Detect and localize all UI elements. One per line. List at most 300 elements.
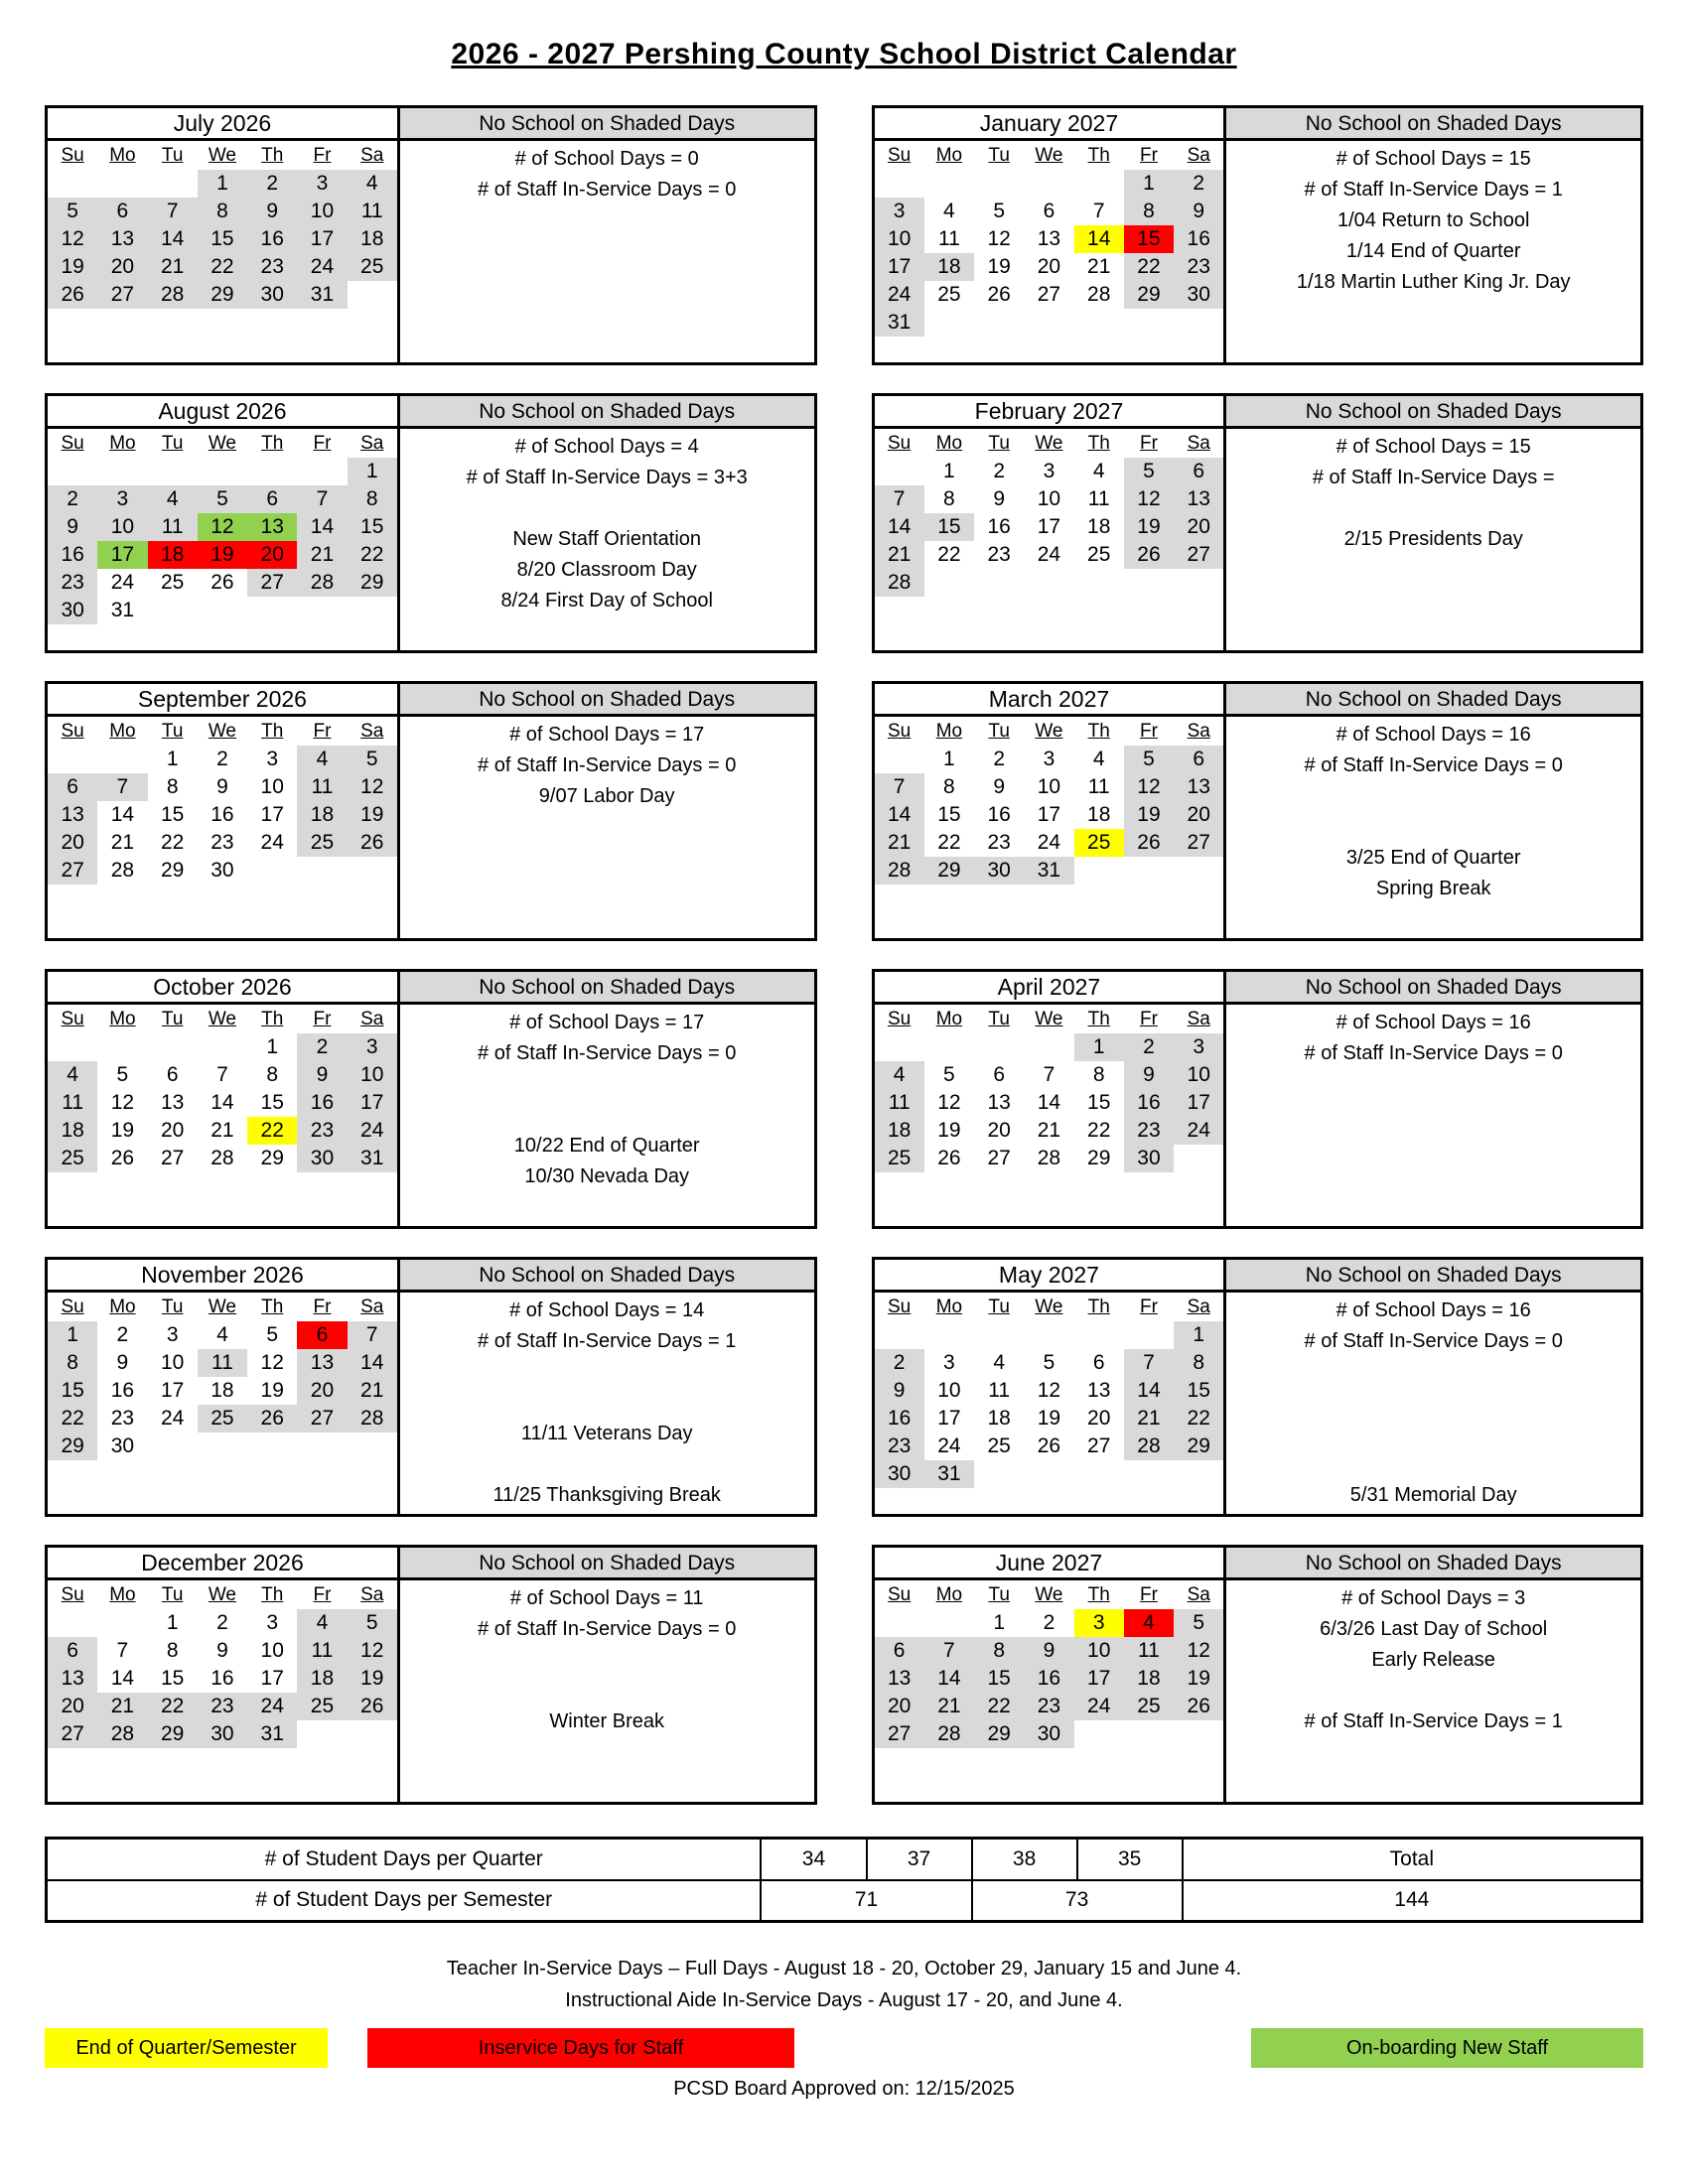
day-cell: 23 <box>1024 1693 1073 1720</box>
day-cell: 17 <box>937 1407 961 1430</box>
day-cell <box>875 1609 924 1637</box>
no-school-header: No School on Shaded Days <box>400 108 814 141</box>
info-note <box>400 1449 814 1480</box>
info-note: Winter Break <box>549 1710 664 1732</box>
day-cell: 27 <box>48 1720 97 1748</box>
day-cell: 12 <box>1124 773 1174 801</box>
info-note: 5/31 Memorial Day <box>1349 1484 1517 1506</box>
day-cell: 24 <box>247 1693 297 1720</box>
day-cell: 26 <box>110 1147 135 1169</box>
info-note: Spring Break <box>1375 878 1491 899</box>
day-cell: 15 <box>198 225 247 253</box>
month-block-november-2026 <box>45 1257 817 1517</box>
day-cell <box>297 857 347 885</box>
month-calendar-april-2027 <box>875 972 1227 1226</box>
day-cell: 7 <box>97 773 147 801</box>
day-cell: 27 <box>160 1147 185 1169</box>
info-box <box>400 1260 814 1514</box>
day-cell: 22 <box>1087 1119 1111 1142</box>
day-cell <box>348 1433 397 1460</box>
day-cell: 11 <box>198 1349 247 1377</box>
day-cell <box>198 597 247 624</box>
day-cell: 21 <box>211 1119 234 1142</box>
no-school-header: No School on Shaded Days <box>400 396 814 429</box>
semester-days-row <box>47 1880 1642 1922</box>
day-cell: 26 <box>1037 1434 1061 1457</box>
info-box <box>1226 108 1640 362</box>
day-cell: 20 <box>1087 1407 1111 1430</box>
day-cell: 1 <box>993 1611 1005 1634</box>
day-cell: 5 <box>1174 1609 1223 1637</box>
day-cell: 4 <box>943 200 955 222</box>
info-note: 3/25 End of Quarter <box>1345 847 1521 869</box>
day-cell: 14 <box>297 513 347 541</box>
day-cell: 2 <box>1124 1033 1174 1061</box>
day-cell: 4 <box>297 746 347 773</box>
day-cell: 7 <box>1043 1063 1055 1086</box>
day-cell: 29 <box>48 1433 97 1460</box>
day-cell: 9 <box>1174 198 1223 225</box>
day-cell: 11 <box>297 773 347 801</box>
day-of-week-label: Mo <box>109 1584 136 1605</box>
day-cell: 11 <box>148 513 198 541</box>
day-cell: 12 <box>48 225 97 253</box>
day-cell: 2 <box>216 748 228 770</box>
day-cell <box>247 458 297 485</box>
day-cell: 9 <box>116 1351 129 1374</box>
day-cell: 1 <box>1174 1321 1223 1349</box>
day-of-week-label: Tu <box>161 721 184 742</box>
info-note <box>1226 1449 1640 1480</box>
no-school-header: No School on Shaded Days <box>1226 972 1640 1005</box>
day-cell: 18 <box>1087 803 1111 826</box>
day-cell: 20 <box>1174 513 1223 541</box>
day-cell: 29 <box>198 281 247 309</box>
day-cell: 28 <box>148 281 198 309</box>
day-cell: 26 <box>48 281 97 309</box>
day-of-week-label: Su <box>61 1297 84 1317</box>
day-cell: 28 <box>1124 1433 1174 1460</box>
day-cell: 31 <box>348 1145 397 1172</box>
day-cell: 1 <box>1124 170 1174 198</box>
day-cell: 31 <box>924 1460 974 1488</box>
day-cell: 5 <box>1043 1351 1055 1374</box>
day-of-week-label: Tu <box>161 1584 184 1605</box>
day-cell: 30 <box>875 1460 924 1488</box>
semester-days-label: # of Student Days per Semester <box>47 1880 762 1922</box>
no-school-header: No School on Shaded Days <box>400 684 814 717</box>
day-cell: 29 <box>1087 1147 1111 1169</box>
day-cell: 19 <box>348 801 397 829</box>
no-school-header: No School on Shaded Days <box>1226 684 1640 717</box>
info-note <box>400 1069 814 1100</box>
day-of-week-label: Tu <box>988 145 1010 166</box>
day-cell: 1 <box>166 1611 179 1634</box>
day-of-week-row <box>875 1293 1224 1321</box>
day-cell: 16 <box>48 541 97 569</box>
day-cell <box>1074 1720 1124 1748</box>
day-of-week-label: Fr <box>313 433 332 454</box>
day-cell: 4 <box>993 1351 1005 1374</box>
day-cell: 1 <box>1074 1033 1124 1061</box>
day-cell: 2 <box>216 1611 228 1634</box>
day-cell: 23 <box>110 1407 135 1430</box>
info-notes <box>1226 1005 1640 1069</box>
info-note: # of Staff In-Service Days = 0 <box>478 754 737 776</box>
day-cell <box>148 458 198 485</box>
info-notes <box>1226 717 1640 904</box>
day-cell: 17 <box>875 253 924 281</box>
day-cell: 12 <box>1174 1637 1223 1665</box>
day-of-week-label: We <box>208 721 237 742</box>
day-cell: 5 <box>1124 746 1174 773</box>
day-cell <box>1024 170 1073 198</box>
day-cell: 19 <box>1124 801 1174 829</box>
day-of-week-label: Fr <box>313 1297 332 1317</box>
day-cell: 1 <box>348 458 397 485</box>
day-cell: 3 <box>266 748 279 770</box>
day-cell: 21 <box>97 1693 147 1720</box>
day-cell <box>1174 309 1223 337</box>
day-cell: 28 <box>875 569 924 597</box>
day-cell <box>198 1433 247 1460</box>
day-cell: 27 <box>1174 829 1223 857</box>
day-cell: 30 <box>247 281 297 309</box>
day-cell <box>1024 569 1073 597</box>
day-cell <box>1074 309 1124 337</box>
day-of-week-label: Mo <box>109 721 136 742</box>
day-cell: 30 <box>1174 281 1223 309</box>
day-cell: 27 <box>1174 541 1223 569</box>
day-cell: 9 <box>1024 1637 1073 1665</box>
day-of-week-label: We <box>1035 721 1063 742</box>
day-cell: 1 <box>198 170 247 198</box>
day-cell: 3 <box>875 198 924 225</box>
day-cell: 10 <box>260 1639 284 1662</box>
month-title: June 2027 <box>875 1548 1224 1580</box>
day-cell: 17 <box>260 1667 284 1690</box>
month-calendar-june-2027 <box>875 1548 1227 1802</box>
day-cell <box>1174 569 1223 597</box>
day-cell: 30 <box>1124 1145 1174 1172</box>
info-notes <box>1226 1580 1640 1737</box>
day-cell: 23 <box>987 831 1011 854</box>
day-cell: 15 <box>974 1665 1024 1693</box>
day-cell: 26 <box>1124 829 1174 857</box>
info-note <box>400 1676 814 1706</box>
day-cell: 15 <box>348 513 397 541</box>
day-cell: 7 <box>116 1639 129 1662</box>
day-of-week-label: Sa <box>360 721 384 742</box>
day-cell: 8 <box>348 485 397 513</box>
day-cell: 24 <box>1037 831 1061 854</box>
day-of-week-label: Fr <box>313 1584 332 1605</box>
info-note <box>400 1357 814 1388</box>
day-cell: 4 <box>1124 1609 1174 1637</box>
day-cell: 24 <box>260 831 284 854</box>
day-cell <box>97 1609 147 1637</box>
day-of-week-label: Mo <box>935 1297 963 1317</box>
day-of-week-label: Tu <box>988 721 1010 742</box>
day-cell: 21 <box>875 829 924 857</box>
day-grid <box>48 1321 397 1460</box>
day-of-week-label: Tu <box>161 145 184 166</box>
day-grid <box>48 1609 397 1748</box>
day-cell: 26 <box>211 571 234 594</box>
day-of-week-label: Su <box>888 145 912 166</box>
day-of-week-label: Th <box>261 1009 284 1029</box>
day-cell: 29 <box>924 857 974 885</box>
day-of-week-label: Sa <box>360 1009 384 1029</box>
day-cell: 5 <box>993 200 1005 222</box>
info-notes <box>1226 429 1640 555</box>
info-note: New Staff Orientation <box>512 528 702 550</box>
day-cell: 10 <box>97 513 147 541</box>
day-cell: 25 <box>198 1405 247 1433</box>
info-notes <box>400 1293 814 1511</box>
day-cell: 7 <box>216 1063 228 1086</box>
day-cell: 23 <box>875 1433 924 1460</box>
day-cell: 4 <box>48 1061 97 1089</box>
day-of-week-label: Sa <box>360 433 384 454</box>
summary-table <box>45 1837 1643 1923</box>
day-cell <box>1124 857 1174 885</box>
info-note: # of School Days = 0 <box>514 148 699 170</box>
day-cell: 8 <box>198 198 247 225</box>
day-cell: 25 <box>348 253 397 281</box>
day-cell: 30 <box>211 859 234 882</box>
month-calendar-july-2026 <box>48 108 400 362</box>
day-of-week-row <box>48 717 397 746</box>
day-cell: 20 <box>160 1119 185 1142</box>
day-cell: 13 <box>97 225 147 253</box>
day-cell: 31 <box>875 309 924 337</box>
day-cell: 4 <box>1092 748 1105 770</box>
day-cell: 26 <box>348 1693 397 1720</box>
day-cell <box>875 170 924 198</box>
day-cell: 10 <box>875 225 924 253</box>
info-notes <box>400 1005 814 1192</box>
day-cell: 2 <box>247 170 297 198</box>
day-cell: 23 <box>1124 1117 1174 1145</box>
day-cell: 4 <box>148 485 198 513</box>
day-cell: 12 <box>937 1091 961 1114</box>
day-cell: 28 <box>1087 283 1111 306</box>
day-cell: 29 <box>160 859 185 882</box>
day-cell: 15 <box>160 803 185 826</box>
day-cell: 14 <box>1074 225 1124 253</box>
info-note <box>400 1388 814 1419</box>
day-of-week-label: Tu <box>988 1009 1010 1029</box>
quarter-4-days: 35 <box>1077 1839 1183 1880</box>
day-cell: 31 <box>247 1720 297 1748</box>
day-of-week-label: We <box>1035 1009 1063 1029</box>
day-cell: 21 <box>875 541 924 569</box>
day-cell: 2 <box>993 460 1005 482</box>
month-title: May 2027 <box>875 1260 1224 1293</box>
day-cell: 22 <box>247 1117 297 1145</box>
month-title: January 2027 <box>875 108 1224 141</box>
day-cell: 9 <box>216 775 228 798</box>
info-note: # of Staff In-Service Days = 0 <box>478 179 737 201</box>
day-cell <box>97 746 147 773</box>
day-cell <box>1174 1460 1223 1488</box>
footer <box>45 1953 1643 2101</box>
day-cell <box>1124 1460 1174 1488</box>
day-cell: 14 <box>110 803 135 826</box>
day-of-week-label: We <box>208 1297 237 1317</box>
day-cell: 20 <box>987 1119 1011 1142</box>
day-cell: 17 <box>1174 1089 1223 1117</box>
day-cell: 24 <box>160 1407 185 1430</box>
info-note: # of School Days = 14 <box>509 1299 705 1321</box>
day-cell: 13 <box>1037 227 1061 250</box>
day-of-week-label: Mo <box>109 1297 136 1317</box>
day-grid <box>48 1033 397 1172</box>
day-cell <box>875 1033 924 1061</box>
day-of-week-label: Fr <box>1139 721 1158 742</box>
day-cell: 22 <box>348 541 397 569</box>
day-cell <box>1074 1460 1124 1488</box>
info-note <box>400 1100 814 1131</box>
info-box <box>400 396 814 650</box>
day-cell: 20 <box>97 253 147 281</box>
day-cell <box>348 281 397 309</box>
day-cell: 15 <box>924 513 974 541</box>
day-cell: 22 <box>974 1693 1024 1720</box>
day-cell: 6 <box>1174 746 1223 773</box>
day-cell: 9 <box>48 513 97 541</box>
day-cell: 4 <box>1092 460 1105 482</box>
info-note: # of School Days = 16 <box>1336 1012 1531 1033</box>
day-cell: 23 <box>211 831 234 854</box>
day-cell: 8 <box>266 1063 279 1086</box>
day-of-week-label: Su <box>888 721 912 742</box>
day-cell: 6 <box>48 773 97 801</box>
day-cell: 2 <box>297 1033 347 1061</box>
day-of-week-label: Fr <box>313 145 332 166</box>
day-cell: 21 <box>148 253 198 281</box>
day-cell: 30 <box>297 1145 347 1172</box>
day-cell <box>1074 1321 1124 1349</box>
no-school-header: No School on Shaded Days <box>400 972 814 1005</box>
day-cell: 28 <box>875 857 924 885</box>
day-cell: 2 <box>993 748 1005 770</box>
quarter-days-label: # of Student Days per Quarter <box>47 1839 762 1880</box>
legend-inservice-days-for-staff: Inservice Days for Staff <box>367 2028 794 2068</box>
month-block-december-2026 <box>45 1545 817 1805</box>
day-cell: 13 <box>160 1091 185 1114</box>
day-cell: 22 <box>1174 1405 1223 1433</box>
day-of-week-label: Sa <box>1187 1009 1210 1029</box>
day-cell: 28 <box>1037 1147 1061 1169</box>
info-note: # of School Days = 11 <box>509 1587 704 1609</box>
day-cell: 18 <box>987 1407 1011 1430</box>
info-note: # of School Days = 17 <box>509 1012 705 1033</box>
day-cell: 27 <box>1087 1434 1111 1457</box>
info-note <box>400 1645 814 1676</box>
day-cell: 8 <box>166 1639 179 1662</box>
day-cell: 5 <box>48 198 97 225</box>
info-box <box>1226 684 1640 938</box>
day-cell: 25 <box>160 571 185 594</box>
info-notes <box>400 141 814 205</box>
day-of-week-label: Mo <box>935 721 963 742</box>
day-of-week-label: Tu <box>161 1297 184 1317</box>
day-cell: 6 <box>247 485 297 513</box>
day-cell: 12 <box>1124 485 1174 513</box>
day-cell: 3 <box>1174 1033 1223 1061</box>
day-cell: 3 <box>348 1033 397 1061</box>
day-cell: 31 <box>1024 857 1073 885</box>
info-box <box>1226 972 1640 1226</box>
day-cell: 16 <box>875 1405 924 1433</box>
day-cell <box>247 597 297 624</box>
day-cell: 28 <box>110 859 135 882</box>
day-cell: 19 <box>1037 1407 1061 1430</box>
day-cell: 24 <box>1074 1693 1124 1720</box>
day-cell: 19 <box>937 1119 961 1142</box>
info-note: # of Staff In-Service Days = 0 <box>478 1618 737 1640</box>
info-note: # of Staff In-Service Days = 3+3 <box>466 467 748 488</box>
month-block-may-2027 <box>872 1257 1644 1517</box>
day-cell <box>48 1033 97 1061</box>
day-cell: 14 <box>110 1667 135 1690</box>
day-of-week-row <box>48 1580 397 1609</box>
day-cell <box>297 1433 347 1460</box>
day-of-week-label: Sa <box>1187 1584 1210 1605</box>
day-cell: 6 <box>297 1321 347 1349</box>
info-notes <box>1226 1293 1640 1511</box>
board-approved-note: PCSD Board Approved on: 12/15/2025 <box>673 2078 1015 2100</box>
day-of-week-label: Mo <box>109 145 136 166</box>
month-title: October 2026 <box>48 972 397 1005</box>
day-cell: 21 <box>924 1693 974 1720</box>
day-cell: 6 <box>48 1637 97 1665</box>
day-cell: 15 <box>1087 1091 1111 1114</box>
day-of-week-label: Su <box>888 1584 912 1605</box>
day-cell: 10 <box>260 775 284 798</box>
day-cell: 25 <box>297 1693 347 1720</box>
day-cell <box>148 170 198 198</box>
info-note: 6/3/26 Last Day of School <box>1320 1618 1548 1640</box>
day-cell: 5 <box>198 485 247 513</box>
no-school-header: No School on Shaded Days <box>1226 108 1640 141</box>
day-of-week-label: Sa <box>1187 721 1210 742</box>
no-school-header: No School on Shaded Days <box>1226 1260 1640 1293</box>
day-cell: 20 <box>875 1693 924 1720</box>
month-title: September 2026 <box>48 684 397 717</box>
info-note: # of School Days = 17 <box>509 724 705 746</box>
day-cell: 23 <box>297 1117 347 1145</box>
day-cell: 11 <box>1124 1637 1174 1665</box>
month-calendar-november-2026 <box>48 1260 400 1514</box>
day-of-week-label: Sa <box>1187 145 1210 166</box>
day-cell: 13 <box>297 1349 347 1377</box>
day-cell: 23 <box>1174 253 1223 281</box>
day-cell: 24 <box>348 1117 397 1145</box>
day-cell: 6 <box>166 1063 179 1086</box>
day-cell: 20 <box>297 1377 347 1405</box>
day-of-week-label: Tu <box>988 1297 1010 1317</box>
day-cell: 13 <box>875 1665 924 1693</box>
day-cell: 8 <box>943 487 955 510</box>
day-of-week-label: We <box>1035 145 1063 166</box>
day-cell: 21 <box>1124 1405 1174 1433</box>
day-of-week-label: Th <box>1087 1584 1110 1605</box>
day-cell <box>48 458 97 485</box>
day-cell: 3 <box>166 1323 179 1346</box>
